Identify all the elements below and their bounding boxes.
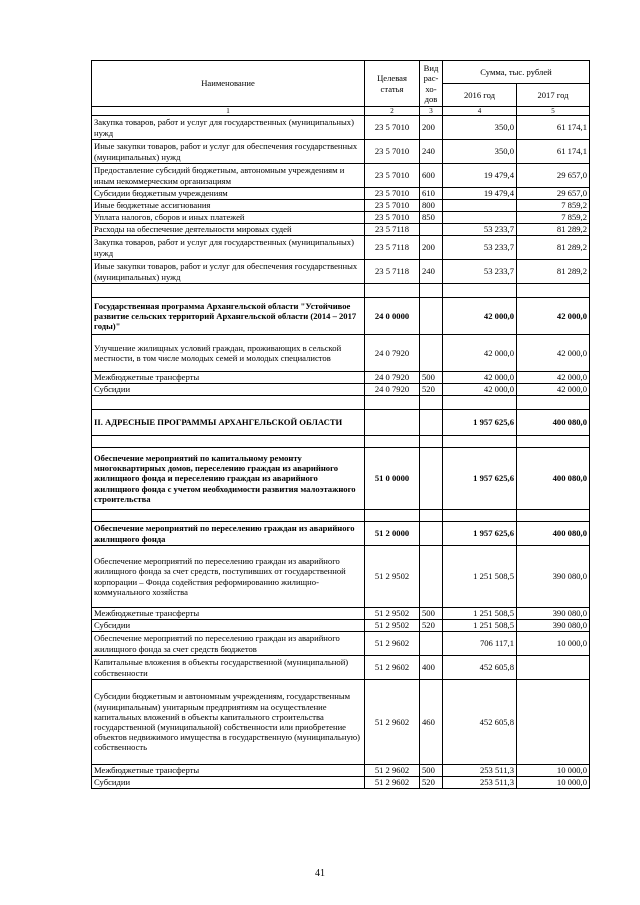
row-value-2017: 42 000,0 (517, 335, 590, 372)
row-value-2017: 10 000,0 (517, 632, 590, 656)
row-target-code: 51 2 9602 (365, 777, 420, 789)
row-expense-kind: 200 (420, 236, 443, 260)
row-target-code: 51 2 9502 (365, 608, 420, 620)
row-value-2017: 81 289,2 (517, 236, 590, 260)
header-sum: Сумма, тыс. рублей (443, 61, 590, 84)
row-value-2017: 390 080,0 (517, 546, 590, 608)
row-name: Межбюджетные трансферты (92, 608, 365, 620)
table-row (92, 140, 590, 164)
row-value-2016 (443, 200, 517, 212)
row-target-code (365, 410, 420, 436)
row-name: Иные бюджетные ассигнования (92, 200, 365, 212)
row-value-2016: 53 233,7 (443, 224, 517, 236)
row-value-2016: 42 000,0 (443, 372, 517, 384)
row-name: Межбюджетные трансферты (92, 765, 365, 777)
row-value-2017: 7 859,2 (517, 212, 590, 224)
row-value-2016 (443, 212, 517, 224)
row-value-2017: 7 859,2 (517, 200, 590, 212)
table-row (92, 680, 590, 765)
row-target-code: 51 0 0000 (365, 448, 420, 510)
row-value-2017 (517, 656, 590, 680)
row-target-code: 23 5 7010 (365, 164, 420, 188)
row-expense-kind (420, 632, 443, 656)
row-expense-kind: 500 (420, 608, 443, 620)
table-row (92, 188, 590, 200)
row-name: II. АДРЕСНЫЕ ПРОГРАММЫ АРХАНГЕЛЬСКОЙ ОБЛАСТИ (92, 410, 365, 436)
header-year-2016: 2016 год (443, 84, 517, 107)
row-target-code: 24 0 7920 (365, 335, 420, 372)
row-expense-kind: 200 (420, 116, 443, 140)
row-value-2016: 53 233,7 (443, 236, 517, 260)
header-row (92, 61, 590, 84)
row-value-2017: 10 000,0 (517, 777, 590, 789)
row-value-2016: 1 957 625,6 (443, 410, 517, 436)
row-target-code: 23 5 7118 (365, 224, 420, 236)
row-expense-kind: 400 (420, 656, 443, 680)
row-target-code: 24 0 7920 (365, 384, 420, 396)
row-expense-kind: 240 (420, 260, 443, 284)
row-value-2016: 350,0 (443, 140, 517, 164)
row-expense-kind: 800 (420, 200, 443, 212)
row-target-code: 51 2 0000 (365, 522, 420, 546)
row-target-code: 51 2 9602 (365, 632, 420, 656)
row-value-2017: 29 657,0 (517, 164, 590, 188)
page-number: 41 (315, 868, 325, 879)
row-value-2016: 42 000,0 (443, 335, 517, 372)
row-target-code: 23 5 7010 (365, 212, 420, 224)
row-value-2016: 253 511,3 (443, 765, 517, 777)
spacer-row (92, 510, 590, 522)
column-numbers-row (92, 107, 590, 116)
row-target-code: 23 5 7010 (365, 116, 420, 140)
table-row (92, 546, 590, 608)
row-expense-kind (420, 448, 443, 510)
row-value-2016: 1 251 508,5 (443, 620, 517, 632)
table-row (92, 384, 590, 396)
row-target-code: 23 5 7010 (365, 140, 420, 164)
table-row (92, 164, 590, 188)
row-expense-kind (420, 410, 443, 436)
row-expense-kind: 520 (420, 384, 443, 396)
table-row (92, 410, 590, 436)
row-name: Иные закупки товаров, работ и услуг для обеспечения государственных (муниципальных) нужд (92, 140, 365, 164)
row-value-2017: 10 000,0 (517, 765, 590, 777)
table-row (92, 335, 590, 372)
row-value-2016: 1 957 625,6 (443, 522, 517, 546)
row-value-2016: 452 605,8 (443, 656, 517, 680)
row-expense-kind: 520 (420, 777, 443, 789)
row-expense-kind (420, 298, 443, 335)
row-expense-kind: 850 (420, 212, 443, 224)
row-name: Иные закупки товаров, работ и услуг для обеспечения государственных (муниципальных) нужд (92, 260, 365, 284)
table-row (92, 298, 590, 335)
table-row (92, 116, 590, 140)
row-name: Закупка товаров, работ и услуг для государственных (муниципальных) нужд (92, 236, 365, 260)
row-value-2016: 350,0 (443, 116, 517, 140)
row-name: Субсидии (92, 620, 365, 632)
row-name: Межбюджетные трансферты (92, 372, 365, 384)
column-number: 2 (365, 107, 420, 116)
row-expense-kind: 610 (420, 188, 443, 200)
table-row (92, 260, 590, 284)
budget-table (91, 60, 590, 789)
row-expense-kind: 600 (420, 164, 443, 188)
row-value-2016: 1 251 508,5 (443, 608, 517, 620)
row-value-2017: 400 080,0 (517, 522, 590, 546)
row-name: Субсидии бюджетным учреждениям (92, 188, 365, 200)
row-name: Субсидии бюджетным и автономным учреждениям, государственным (муниципальным) унитарным предприятиям на осуществление капитальных вложений в объекты капитального строительства государственной (муниципальной) собственности или приобретение объектов недвижимого имущества в государственную (муниципальную) собственность (92, 680, 365, 765)
row-expense-kind: 500 (420, 765, 443, 777)
table-row (92, 765, 590, 777)
table-row (92, 522, 590, 546)
row-name: Предоставление субсидий бюджетным, автономным учреждениям и иным некоммерческим организациям (92, 164, 365, 188)
row-expense-kind (420, 224, 443, 236)
row-name: Субсидии (92, 384, 365, 396)
row-target-code: 23 5 7118 (365, 260, 420, 284)
row-value-2016: 42 000,0 (443, 298, 517, 335)
column-number: 5 (517, 107, 590, 116)
spacer-row (92, 396, 590, 410)
row-target-code: 51 2 9502 (365, 546, 420, 608)
row-name: Уплата налогов, сборов и иных платежей (92, 212, 365, 224)
column-number: 1 (92, 107, 365, 116)
row-expense-kind: 460 (420, 680, 443, 765)
row-value-2017: 390 080,0 (517, 620, 590, 632)
table-row (92, 200, 590, 212)
row-value-2017: 42 000,0 (517, 384, 590, 396)
row-value-2016: 42 000,0 (443, 384, 517, 396)
row-target-code: 23 5 7118 (365, 236, 420, 260)
row-value-2016: 53 233,7 (443, 260, 517, 284)
row-target-code: 24 0 7920 (365, 372, 420, 384)
table-row (92, 224, 590, 236)
table-row (92, 608, 590, 620)
row-value-2017: 390 080,0 (517, 608, 590, 620)
row-value-2017: 400 080,0 (517, 448, 590, 510)
table-row (92, 212, 590, 224)
table-row (92, 236, 590, 260)
row-name: Субсидии (92, 777, 365, 789)
row-value-2017: 42 000,0 (517, 372, 590, 384)
row-expense-kind (420, 335, 443, 372)
table-row (92, 777, 590, 789)
row-value-2017: 400 080,0 (517, 410, 590, 436)
table-row (92, 620, 590, 632)
row-value-2017: 61 174,1 (517, 116, 590, 140)
row-value-2017: 42 000,0 (517, 298, 590, 335)
row-value-2016: 19 479,4 (443, 188, 517, 200)
row-target-code: 23 5 7010 (365, 200, 420, 212)
row-expense-kind: 520 (420, 620, 443, 632)
row-expense-kind: 500 (420, 372, 443, 384)
row-name: Закупка товаров, работ и услуг для государственных (муниципальных) нужд (92, 116, 365, 140)
row-name: Капитальные вложения в объекты государственной (муниципальной) собственности (92, 656, 365, 680)
table-row (92, 448, 590, 510)
row-value-2017: 29 657,0 (517, 188, 590, 200)
row-name: Государственная программа Архангельской области "Устойчивое развитие сельских территорий Архангельской области (2014 – 2017 годы)" (92, 298, 365, 335)
row-target-code: 51 2 9602 (365, 680, 420, 765)
row-target-code: 23 5 7010 (365, 188, 420, 200)
row-value-2016: 253 511,3 (443, 777, 517, 789)
spacer-row (92, 284, 590, 298)
row-expense-kind (420, 546, 443, 608)
row-target-code: 24 0 0000 (365, 298, 420, 335)
table-row (92, 632, 590, 656)
spacer-row (92, 436, 590, 448)
row-value-2016: 452 605,8 (443, 680, 517, 765)
row-value-2017: 81 289,2 (517, 224, 590, 236)
column-number: 4 (443, 107, 517, 116)
row-name: Обеспечение мероприятий по переселению граждан из аварийного жилищного фонда за счет средств, поступивших от государственной корпорации – Фонда содействия реформированию жилищно-коммунального хозяйства (92, 546, 365, 608)
row-name: Обеспечение мероприятий по переселению граждан из аварийного жилищного фонда за счет средств бюджетов (92, 632, 365, 656)
row-expense-kind (420, 522, 443, 546)
row-value-2017: 61 174,1 (517, 140, 590, 164)
row-expense-kind: 240 (420, 140, 443, 164)
header-target-article: Целевая статья (365, 61, 420, 107)
row-name: Обеспечение мероприятий по капитальному ремонту многоквартирных домов, переселению граждан из аварийного жилищного фонда и переселению граждан из аварийного жилищного фонда с учетом необходимости развития малоэтажного строительства (92, 448, 365, 510)
row-name: Улучшение жилищных условий граждан, проживающих в сельской местности, в том числе молодых семей и молодых специалистов (92, 335, 365, 372)
row-target-code: 51 2 9602 (365, 656, 420, 680)
row-name: Обеспечение мероприятий по переселению граждан из аварийного жилищного фонда (92, 522, 365, 546)
table-row (92, 372, 590, 384)
row-value-2016: 706 117,1 (443, 632, 517, 656)
table-row (92, 656, 590, 680)
row-target-code: 51 2 9602 (365, 765, 420, 777)
row-value-2017 (517, 680, 590, 765)
row-target-code: 51 2 9502 (365, 620, 420, 632)
column-number: 3 (420, 107, 443, 116)
row-name: Расходы на обеспечение деятельности мировых судей (92, 224, 365, 236)
row-value-2016: 19 479,4 (443, 164, 517, 188)
row-value-2017: 81 289,2 (517, 260, 590, 284)
header-expense-kind: Вид рас-хо-дов (420, 61, 443, 107)
row-value-2016: 1 957 625,6 (443, 448, 517, 510)
header-year-2017: 2017 год (517, 84, 590, 107)
row-value-2016: 1 251 508,5 (443, 546, 517, 608)
header-name: Наименование (92, 61, 365, 107)
